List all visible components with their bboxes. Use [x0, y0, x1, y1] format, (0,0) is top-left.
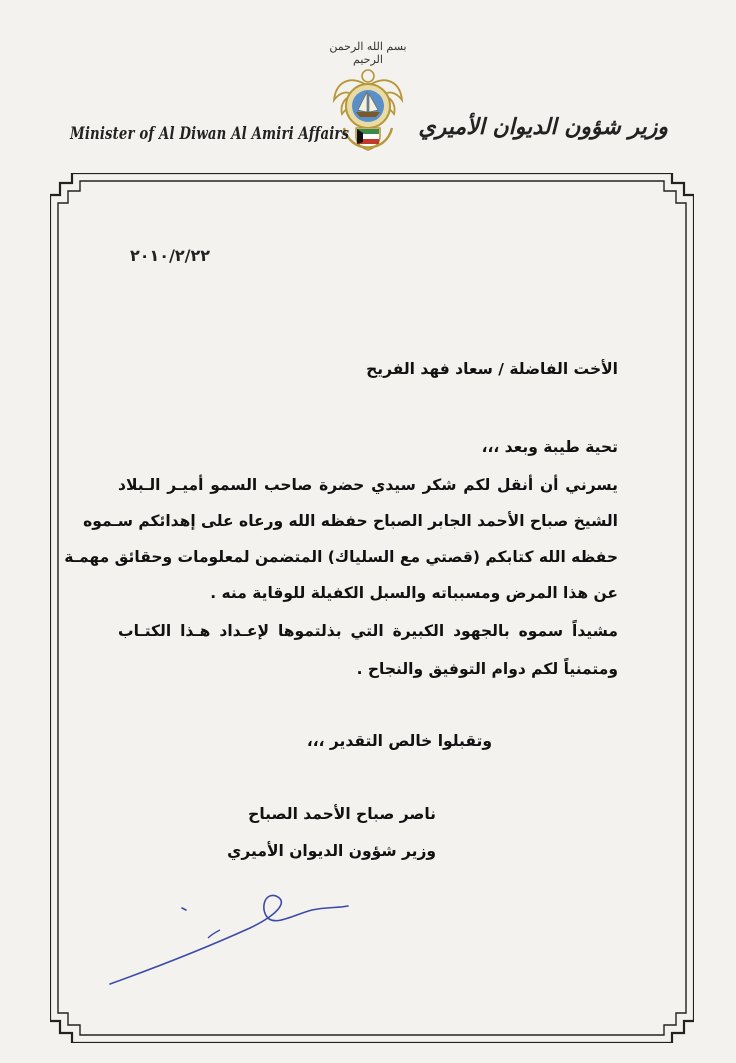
body-line: ومتمنياً لكم دوام التوفيق والنجاح .: [356, 660, 618, 678]
closing-line: وتقبلوا خالص التقدير ،،،: [306, 732, 492, 750]
body-line: الشيخ صباح الأحمد الجابر الصباح حفظه الله ورعاه على إهدائكم سـموه: [83, 512, 618, 530]
basmala: بسم الله الرحمن الرحيم: [329, 40, 407, 66]
kuwait-state-emblem-icon: [330, 56, 406, 160]
signer-name: ناصر صباح الأحمد الصباح: [248, 805, 436, 823]
body-line: حفظه الله كتابكم (قصتي مع السلياك) المتضمن لمعلومات وحقائق مهمـة: [64, 548, 618, 566]
signer-title: وزير شؤون الديوان الأميري: [227, 842, 436, 860]
letter-date: ٢٠١٠/٢/٢٢: [130, 246, 211, 265]
recipient: الأخت الفاضلة / سعاد فهد الفريح: [366, 360, 618, 378]
body-line: يسرني أن أنقل لكم شكر سيدي حضرة صاحب السمو أميـر الـبلاد: [118, 476, 618, 494]
handwritten-signature: [100, 880, 360, 990]
body-line: عن هذا المرض ومسبباته والسبل الكفيلة للوقاية منه .: [210, 584, 618, 602]
body-line: مشيداً سموه بالجهود الكبيرة التي بذلتموها لإعـداد هـذا الكتـاب: [118, 622, 618, 640]
letterhead-title-en: Minister of Al Diwan Al Amiri Affairs: [70, 124, 350, 144]
greeting: تحية طيبة وبعد ،،،: [481, 438, 618, 456]
letterhead-title-ar: وزير شؤون الديوان الأميري: [418, 114, 668, 140]
